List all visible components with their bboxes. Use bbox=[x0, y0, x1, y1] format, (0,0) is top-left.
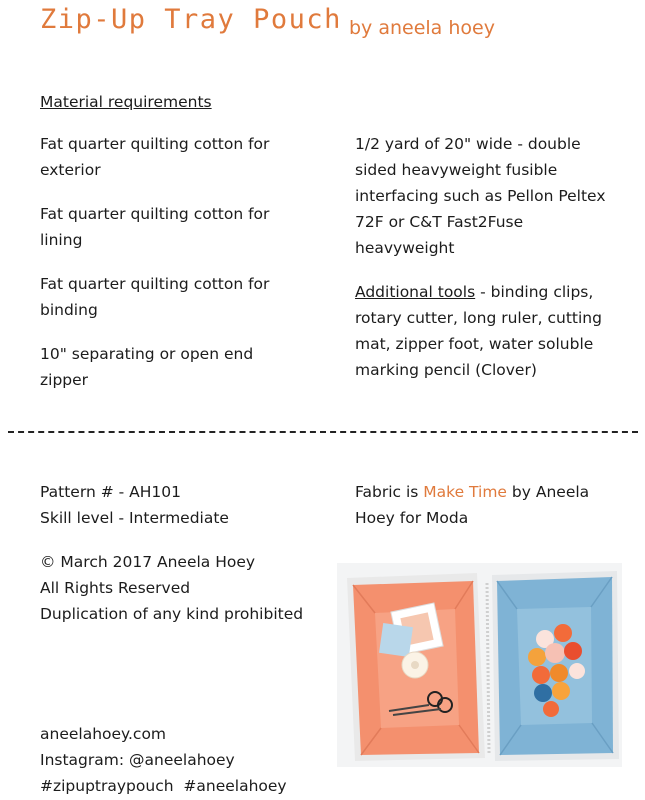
material-item: Fat quarter quilting cotton for binding bbox=[40, 275, 270, 319]
tools-text: - binding clips, rotary cutter, long ruler, cutting mat, zipper foot, water soluble marking pencil (Clover) bbox=[355, 283, 602, 379]
materials-heading: Material requirements bbox=[40, 93, 212, 111]
additional-tools bbox=[355, 279, 615, 383]
product-photo bbox=[337, 563, 622, 767]
interfacing-requirement: 1/2 yard of 20" wide - double sided heavyweight fusible interfacing such as Pellon Peltex 72F or C&T Fast2Fuse heavyweight bbox=[355, 135, 606, 257]
contact-info bbox=[40, 721, 310, 799]
pattern-number: Pattern # - AH101 bbox=[40, 483, 181, 501]
material-item: Fat quarter quilting cotton for lining bbox=[40, 205, 270, 249]
tray-pouch-illustration bbox=[337, 563, 622, 767]
dashed-divider bbox=[8, 431, 638, 433]
material-item: Fat quarter quilting cotton for exterior bbox=[40, 135, 270, 179]
page-title: Zip-Up Tray Pouch bbox=[40, 4, 342, 35]
tools-label: Additional tools bbox=[355, 283, 476, 301]
materials-list bbox=[40, 131, 302, 411]
copyright-line: © March 2017 Aneela Hoey bbox=[40, 553, 256, 571]
material-item: 10" separating or open end zipper bbox=[40, 345, 254, 389]
fabric-prefix: Fabric is bbox=[355, 483, 424, 501]
copyright-block bbox=[40, 549, 310, 627]
fabric-line-name: Make Time bbox=[423, 483, 507, 501]
duplication-notice: Duplication of any kind prohibited bbox=[40, 605, 304, 623]
instagram-handle: Instagram: @aneelahoey bbox=[40, 751, 235, 769]
rights-line: All Rights Reserved bbox=[40, 579, 191, 597]
fabric-suffix: by Aneela Hoey for Moda bbox=[355, 483, 590, 527]
pattern-info bbox=[40, 479, 310, 645]
hashtags: #zipuptraypouch #aneelahoey bbox=[40, 777, 287, 795]
materials-right-column bbox=[355, 131, 615, 401]
website-link[interactable]: aneelahoey.com bbox=[40, 725, 167, 743]
fabric-credit bbox=[355, 479, 605, 531]
designer-byline: by aneela hoey bbox=[349, 17, 495, 39]
skill-level: Skill level - Intermediate bbox=[40, 509, 229, 527]
pattern-id-block bbox=[40, 479, 310, 531]
